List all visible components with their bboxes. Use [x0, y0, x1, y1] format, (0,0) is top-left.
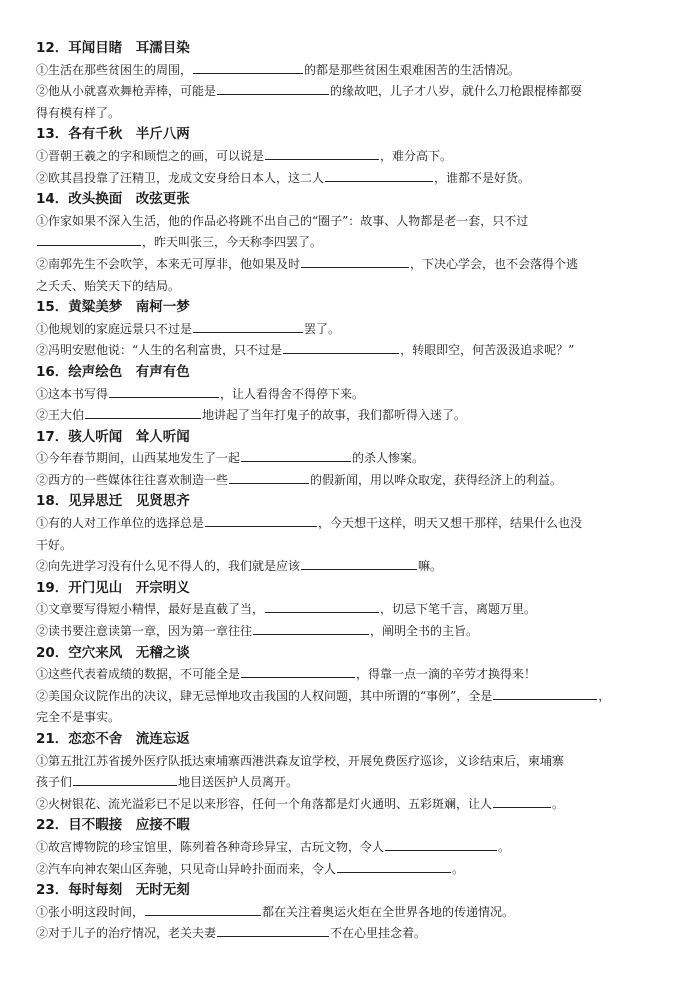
sentence: ①他规划的家庭远景只不过是 罢了。: [36, 321, 341, 336]
section-title: 21．恋恋不舍 流连忘返: [36, 731, 190, 747]
answer-blank[interactable]: [385, 838, 497, 851]
sentence: ②美国众议院作出的决议，肆无忌惮地攻击我国的人权问题，其中所谓的“事例”，全是 ，: [36, 688, 611, 703]
sentence: ②西方的一些媒体往往喜欢制造一些 的假新闻，用以哗众取宠，获得经济上的利益。: [36, 472, 563, 487]
section-title: 23．每时每刻 无时无刻: [36, 882, 190, 899]
sentence: 孩子们 地目送医护人员离开。: [36, 775, 299, 790]
sentence: ①作家如果不深入生活，他的作品必将跳不出自己的“圈子”：故事、人物都是老一套，只不过: [36, 213, 529, 228]
answer-blank[interactable]: [301, 255, 409, 268]
answer-blank[interactable]: [205, 514, 317, 527]
answer-blank[interactable]: [265, 600, 379, 613]
sentence: ②王大伯 地讲起了当年打鬼子的故事，我们都听得入迷了。: [36, 408, 467, 423]
sentence: 干好。: [36, 537, 73, 552]
answer-blank[interactable]: [193, 320, 303, 333]
section-title: 14．改头换面 改弦更张: [36, 191, 190, 208]
sentence: 之夭夭、贻笑天下的结局。: [36, 278, 181, 293]
sentence: ②欧其昌投靠了汪精卫，龙成文安身给日本人，这二人 ，谁都不是好货。: [36, 170, 531, 185]
section-title: 17．骇人听闻 耸人听闻: [36, 428, 190, 445]
answer-blank[interactable]: [493, 795, 551, 808]
sentence: ①有的人对工作单位的选择总是 ，今天想干这样，明天又想干那样，结果什么也没: [36, 516, 583, 531]
answer-blank[interactable]: [337, 860, 451, 873]
section-title: 15．黄粱美梦 南柯一梦: [36, 299, 190, 316]
answer-blank[interactable]: [37, 233, 141, 246]
section-title: 13．各有千秋 半斤八两: [36, 126, 190, 143]
answer-blank[interactable]: [73, 773, 177, 786]
sentence: ①张小明这段时间， 都在关注着奥运火炬在全世界各地的传递情况。: [36, 904, 515, 919]
section-title: 19．开门见山 开宗明义: [36, 579, 190, 596]
answer-blank[interactable]: [301, 557, 417, 570]
answer-blank[interactable]: [325, 169, 433, 182]
worksheet: [36, 38, 666, 945]
sentence: 完全不是事实。: [36, 710, 121, 725]
sentence: ②冯明安慰他说：“人生的名利富贵，只不过是 ，转眼即空，何苦汲汲追求呢？”: [36, 343, 575, 358]
sentence: 得有模有样了。: [36, 105, 121, 120]
sentence: ②他从小就喜欢舞枪弄棒，可能是 的缘故吧，儿子才八岁，就什么刀枪跟棍棒都耍: [36, 84, 583, 99]
answer-blank[interactable]: [217, 82, 329, 95]
sentence: ①这本书写得 ，让人看得舍不得停下来。: [36, 386, 365, 401]
sentence: ①今年春节期间，山西某地发生了一起 的杀人惨案。: [36, 451, 425, 466]
sentence: ②汽车向神农架山区奔驰，只见奇山异岭扑面而来，令人 。: [36, 861, 465, 876]
sentence: ②南郭先生不会吹竽，本来无可厚非，他如果及时 ，下决心学会，也不会落得个逃: [36, 256, 579, 271]
section-title: 20．空穴来风 无稽之谈: [36, 644, 190, 661]
sentence: ①生活在那些贫困生的周围， 的都是那些贫困生艰难困苦的生活情况。: [36, 62, 521, 77]
sentence: ①第五批江苏省援外医疗队抵达柬埔寨西港洪森友谊学校，开展免费医疗巡诊，义诊结束后，柬埔寨: [36, 753, 565, 768]
answer-blank[interactable]: [241, 665, 355, 678]
sentence: ①晋朝王羲之的字和顾恺之的画，可以说是 ，难分高下。: [36, 148, 453, 163]
answer-blank[interactable]: [253, 622, 369, 635]
answer-blank[interactable]: [217, 924, 329, 937]
answer-blank[interactable]: [493, 687, 597, 700]
section-title: 18．见异思迁 见贤思齐: [36, 493, 190, 510]
sentence: ②火树银花、流光溢彩已不足以来形容，任何一个角落都是灯火通明、五彩斑斓，让人 。: [36, 796, 565, 811]
answer-blank[interactable]: [193, 61, 303, 74]
answer-blank[interactable]: [109, 385, 219, 398]
sentence: ①文章要写得短小精悍，最好是直截了当， ，切忌下笔千言，离题万里。: [36, 602, 537, 617]
sentence: ①这些代表着成绩的数据，不可能全是 ，得靠一点一滴的辛劳才换得来！: [36, 667, 537, 682]
sentence: ②对于儿子的治疗情况，老关夫妻 不在心里挂念着。: [36, 926, 427, 941]
sentence: ②向先进学习没有什么见不得人的，我们就是应该 嘛。: [36, 559, 443, 574]
answer-blank[interactable]: [265, 147, 379, 160]
sentence: ，昨天叫张三，今天称李四罢了。: [36, 232, 666, 254]
section-title: 22．目不暇接 应接不暇: [36, 817, 190, 834]
answer-blank[interactable]: [145, 903, 261, 916]
sentence: ②读书要注意读第一章，因为第一章往往 ，阐明全书的主旨。: [36, 624, 479, 639]
section-title: 16．绘声绘色 有声有色: [36, 363, 190, 380]
answer-blank[interactable]: [85, 406, 201, 419]
answer-blank[interactable]: [241, 449, 351, 462]
answer-blank[interactable]: [283, 341, 399, 354]
section-title: 12．耳闻目睹 耳濡目染: [36, 40, 190, 56]
sentence: ①故宫博物院的珍宝馆里，陈列着各种奇珍异宝，古玩文物，令人 。: [36, 839, 511, 854]
answer-blank[interactable]: [229, 471, 309, 484]
